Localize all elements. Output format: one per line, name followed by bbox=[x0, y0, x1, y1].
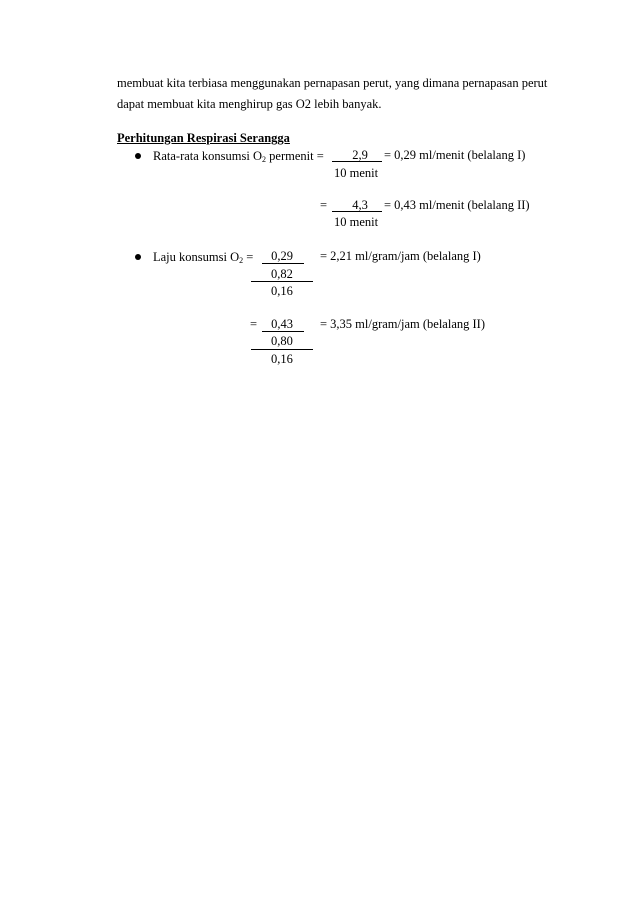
item2-row1-outer-bar bbox=[251, 281, 313, 282]
item1-row1-result: = 0,29 ml/menit (belalang I) bbox=[384, 148, 526, 162]
item2-row2-outer-denominator: 0,16 bbox=[271, 352, 293, 366]
item2-row1-numerator: 0,29 bbox=[271, 249, 293, 263]
item1-row1-fraction-bar bbox=[332, 161, 382, 162]
item1-row2-denominator: 10 menit bbox=[334, 215, 379, 229]
item1-row1-numerator: 2,9 bbox=[352, 148, 368, 162]
item1-row2-fraction-bar bbox=[332, 211, 382, 212]
item1-row2-equals: = bbox=[320, 198, 328, 212]
item1-label: Rata-rata konsumsi O2 permenit = bbox=[153, 149, 324, 164]
paragraph-line-2: dapat membuat kita menghirup gas O2 lebih banyak. bbox=[117, 97, 382, 111]
item2-row2-equals: = bbox=[250, 317, 258, 331]
item1-row1-denominator: 10 menit bbox=[334, 166, 379, 180]
item2-row2-outer-bar bbox=[251, 349, 313, 350]
item2-row1-outer-denominator: 0,16 bbox=[271, 284, 293, 298]
item1-row2-result: = 0,43 ml/menit (belalang II) bbox=[384, 198, 530, 212]
item2-row1-result: = 2,21 ml/gram/jam (belalang I) bbox=[320, 249, 481, 263]
item2-row1-inner-denominator: 0,82 bbox=[271, 267, 293, 281]
section-heading: Perhitungan Respirasi Serangga bbox=[117, 131, 290, 145]
bullet-1 bbox=[135, 153, 141, 159]
item2-label: Laju konsumsi O2 = bbox=[153, 250, 254, 265]
item2-row2-numerator: 0,43 bbox=[271, 317, 293, 331]
item2-row2-result: = 3,35 ml/gram/jam (belalang II) bbox=[320, 317, 485, 331]
item2-row2-inner-bar bbox=[262, 331, 304, 332]
paragraph-line-1: membuat kita terbiasa menggunakan pernapasan perut, yang dimana pernapasan perut bbox=[117, 76, 548, 90]
item2-row2-inner-denominator: 0,80 bbox=[271, 334, 293, 348]
item2-row1-inner-bar bbox=[262, 263, 304, 264]
bullet-2 bbox=[135, 254, 141, 260]
item1-row2-numerator: 4,3 bbox=[352, 198, 368, 212]
